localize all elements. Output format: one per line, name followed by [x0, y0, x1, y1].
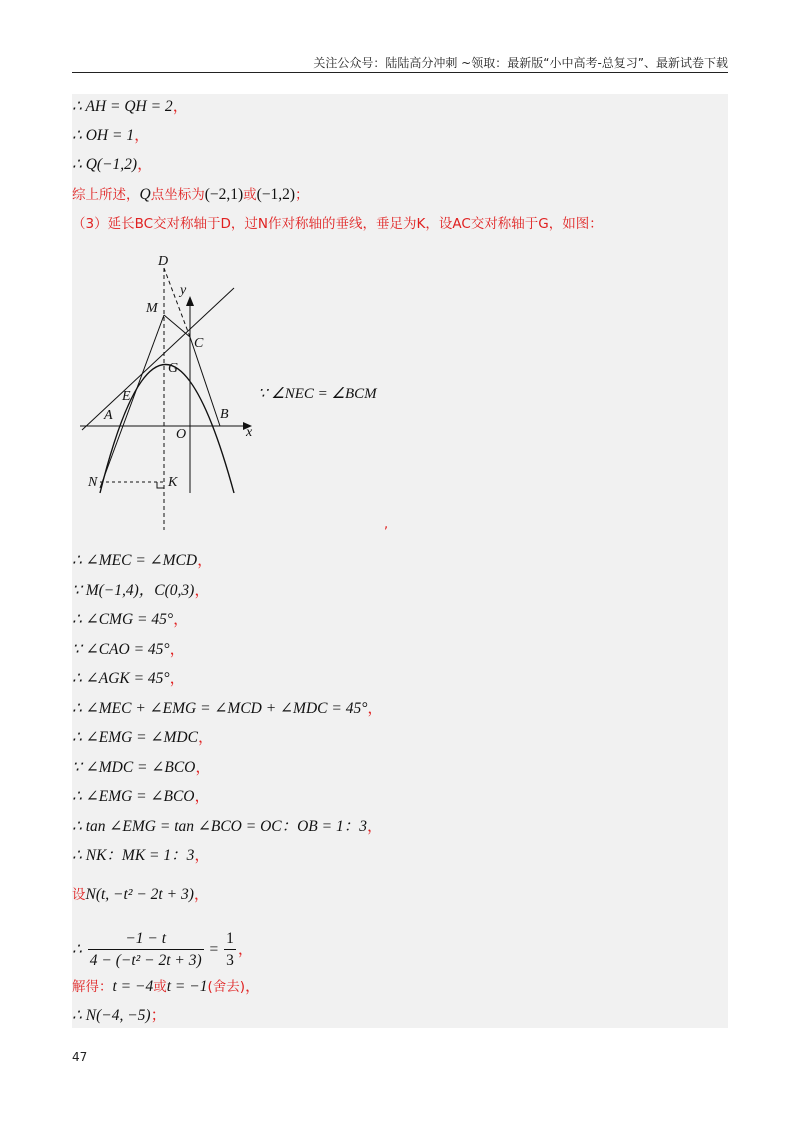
math-line-12: ∴ ∠EMG = ∠MDC， [72, 729, 214, 746]
right-angle-mark [157, 482, 164, 488]
label-c: C [194, 336, 204, 351]
label-n: N [88, 475, 98, 490]
math-line-10: ∴ ∠AGK = 45°， [72, 670, 186, 687]
math-line-3: ∴ Q(−1,2)， [72, 156, 153, 173]
label-g: G [168, 361, 179, 376]
solution-line: 解得：t = −4或t = −1(舍去)， [72, 978, 261, 995]
fraction-equation: ∴ $\frac{-1 - t}{\text{4 − (−t² − 2t + 3)}}$ = $\frac{1}{3}$ ， [72, 926, 253, 974]
label-d: D [158, 254, 169, 269]
math-line-17: 设N(t, −t² − 2t + 3)， [72, 886, 210, 903]
math-line-16: ∴ NK：MK = 1：3， [72, 847, 210, 864]
label-x: x [246, 425, 253, 440]
label-e: E [122, 389, 131, 404]
math-line-2: ∴ OH = 1， [72, 127, 150, 144]
label-o: O [176, 427, 187, 442]
label-a: A [104, 408, 113, 423]
fraction-rhs: $\frac{1}{3}$ [226, 929, 234, 969]
label-y: y [180, 283, 187, 298]
y-axis-arrow [186, 296, 194, 306]
parabola-curve [100, 365, 234, 494]
label-m: M [146, 301, 158, 316]
math-line-14: ∴ ∠EMG = ∠BCO， [72, 788, 211, 805]
math-line-7: ∵ M(−1,4)，C(0,3)， [72, 582, 210, 599]
math-line-13: ∵ ∠MDC = ∠BCO， [72, 759, 211, 776]
math-line-6: ∴ ∠MEC = ∠MCD， [72, 552, 213, 569]
page-number: 47 [72, 1050, 88, 1064]
part-3-line: （3）延长BC交对称轴于D，过N作对称轴的垂线，垂足为K，设AC交对称轴于G，如图： [72, 216, 603, 232]
page-header: 关注公众号：陆陆高分冲刺 ~领取：最新版“小中高考-总复习”、最新试卷下载 [313, 56, 728, 70]
label-b: B [220, 407, 229, 422]
math-line-20: ∴ N(−4, −5)； [72, 1007, 167, 1024]
parabola-figure [72, 248, 432, 538]
math-line-1: ∴ AH = QH = 2， [72, 98, 189, 115]
conclusion-line: 综上所述，Q点坐标为(−2,1)或(−1,2)； [72, 186, 309, 203]
figure-trailing-comma: , [384, 517, 389, 532]
fraction-lhs: $\frac{-1 - t}{\text{4 − (−t² − 2t + 3)}}$ [89, 929, 202, 969]
math-line-15: ∴ tan ∠EMG = tan ∠BCO = OC：OB = 1：3， [72, 818, 383, 835]
line-nm [100, 315, 164, 488]
math-line-11: ∴ ∠MEC + ∠EMG = ∠MCD + ∠MDC = 45°， [72, 700, 383, 717]
header-rule [72, 72, 728, 73]
figure-statement: ∵ ∠NEC = ∠BCM [258, 386, 377, 402]
label-k: K [168, 475, 178, 490]
line-mc [164, 315, 190, 337]
math-line-9: ∵ ∠CAO = 45°， [72, 641, 186, 658]
math-line-8: ∴ ∠CMG = 45°， [72, 611, 189, 628]
